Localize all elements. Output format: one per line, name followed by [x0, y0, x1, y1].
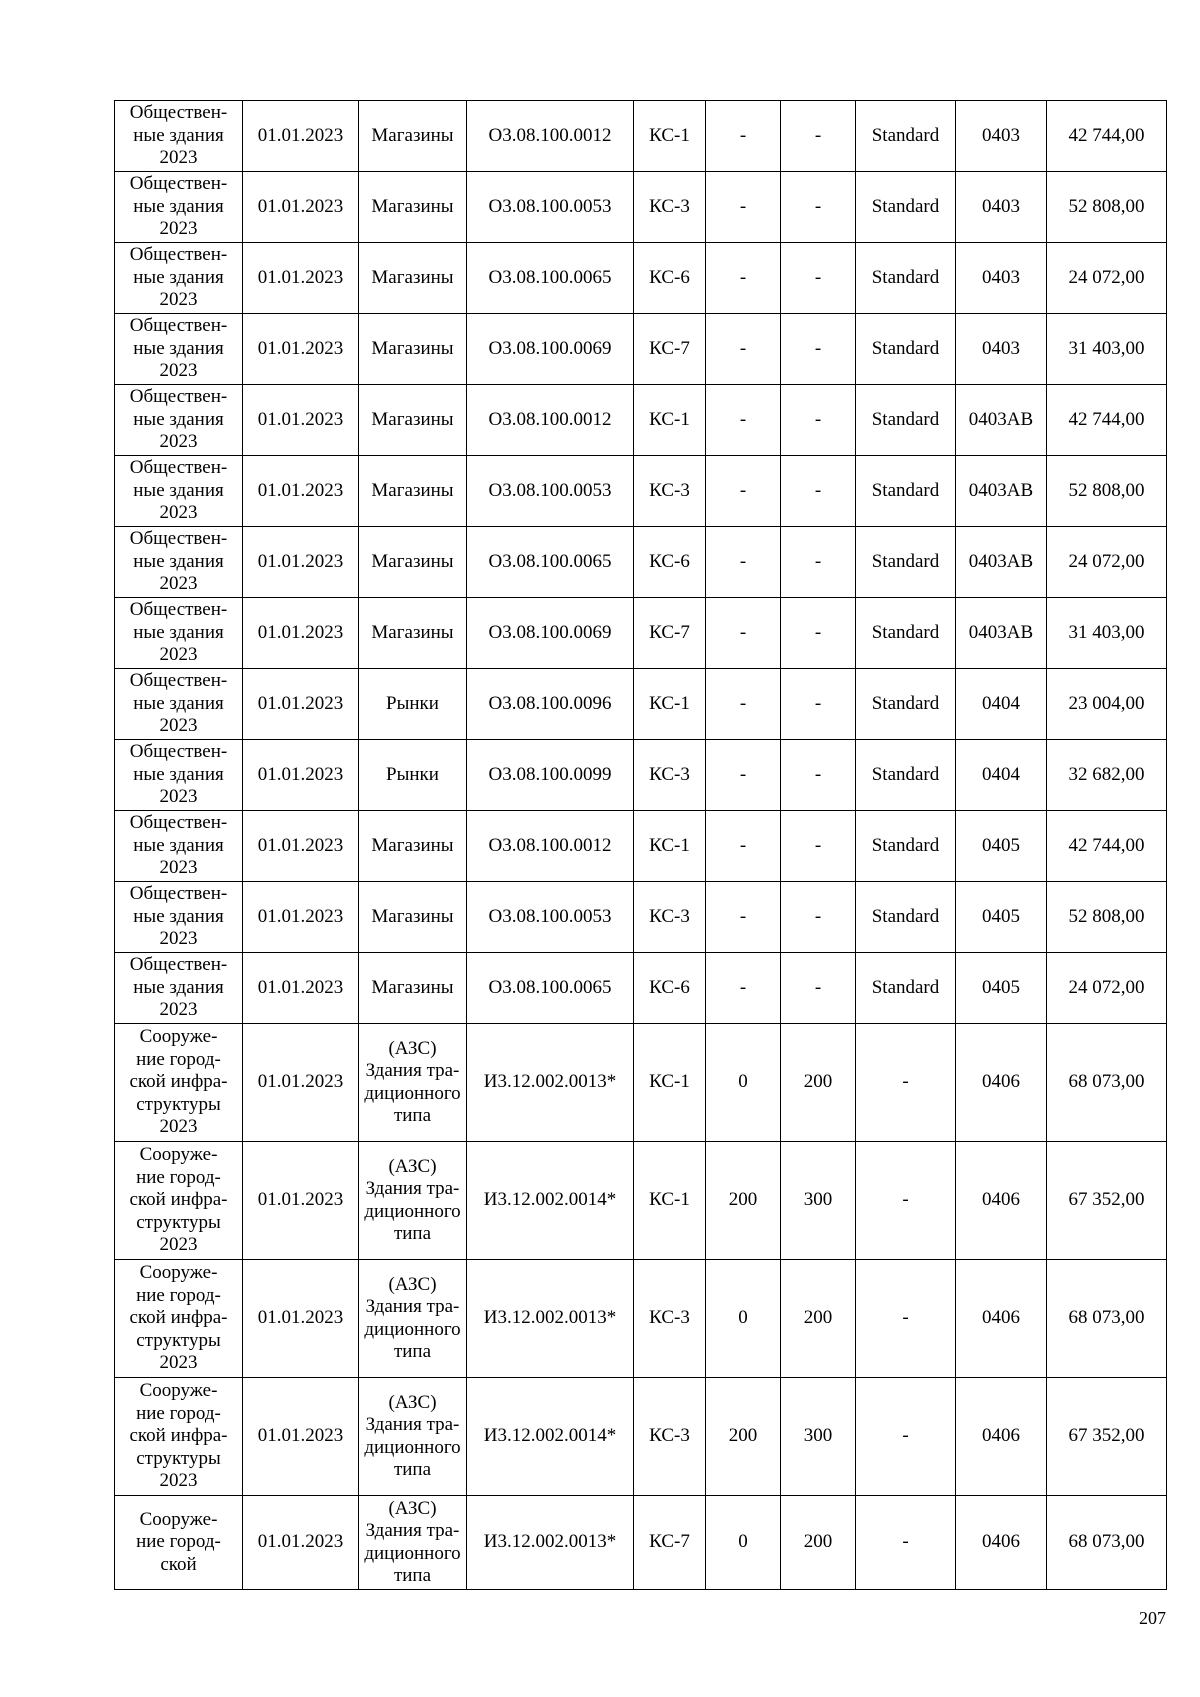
- range-from-cell: -: [706, 101, 781, 172]
- object-type-cell: Обществен- ные здания 2023: [115, 740, 243, 811]
- object-name-cell: (АЗС) Здания тра- диционного типа: [359, 1260, 467, 1378]
- ks-cell: КС-1: [634, 101, 706, 172]
- object-type-cell: Обществен- ные здания 2023: [115, 456, 243, 527]
- range-to-cell: -: [781, 740, 856, 811]
- ks-cell: КС-1: [634, 1142, 706, 1260]
- range-from-cell: -: [706, 456, 781, 527]
- code-cell: И3.12.002.0013*: [467, 1496, 634, 1590]
- region-code-cell: 0405: [956, 882, 1047, 953]
- code-cell: О3.08.100.0096: [467, 669, 634, 740]
- region-code-cell: 0406: [956, 1024, 1047, 1142]
- value-cell: 31 403,00: [1047, 598, 1167, 669]
- value-cell: 24 072,00: [1047, 953, 1167, 1024]
- table-row: [115, 243, 1167, 314]
- ks-cell: КС-7: [634, 314, 706, 385]
- range-to-cell: -: [781, 598, 856, 669]
- date-cell: 01.01.2023: [243, 1496, 359, 1590]
- range-from-cell: -: [706, 740, 781, 811]
- date-cell: 01.01.2023: [243, 243, 359, 314]
- table-row: [115, 527, 1167, 598]
- standard-cell: -: [856, 1496, 956, 1590]
- code-cell: О3.08.100.0053: [467, 172, 634, 243]
- object-name-cell: Магазины: [359, 172, 467, 243]
- code-cell: И3.12.002.0013*: [467, 1260, 634, 1378]
- standard-cell: -: [856, 1378, 956, 1496]
- value-cell: 68 073,00: [1047, 1260, 1167, 1378]
- object-name-cell: Магазины: [359, 953, 467, 1024]
- object-name-cell: (АЗС) Здания тра- диционного типа: [359, 1378, 467, 1496]
- object-name-cell: Магазины: [359, 882, 467, 953]
- ks-cell: КС-1: [634, 1024, 706, 1142]
- range-to-cell: 200: [781, 1260, 856, 1378]
- ks-cell: КС-3: [634, 1260, 706, 1378]
- region-code-cell: 0406: [956, 1496, 1047, 1590]
- table-row: [115, 1024, 1167, 1142]
- range-from-cell: 0: [706, 1496, 781, 1590]
- object-name-cell: Магазины: [359, 101, 467, 172]
- code-cell: О3.08.100.0012: [467, 101, 634, 172]
- table-row: [115, 172, 1167, 243]
- range-from-cell: -: [706, 172, 781, 243]
- value-cell: 42 744,00: [1047, 811, 1167, 882]
- object-name-cell: Рынки: [359, 669, 467, 740]
- table-row: [115, 811, 1167, 882]
- object-name-cell: Магазины: [359, 527, 467, 598]
- range-to-cell: -: [781, 456, 856, 527]
- region-code-cell: 0403: [956, 101, 1047, 172]
- range-from-cell: -: [706, 314, 781, 385]
- range-from-cell: -: [706, 953, 781, 1024]
- object-type-cell: Сооруже- ние город- ской инфра- структуры 2023: [115, 1378, 243, 1496]
- code-cell: О3.08.100.0065: [467, 953, 634, 1024]
- standard-cell: Standard: [856, 811, 956, 882]
- standard-cell: -: [856, 1142, 956, 1260]
- price-table: [114, 100, 1167, 1590]
- date-cell: 01.01.2023: [243, 1142, 359, 1260]
- standard-cell: Standard: [856, 314, 956, 385]
- range-from-cell: -: [706, 527, 781, 598]
- object-type-cell: Обществен- ные здания 2023: [115, 172, 243, 243]
- object-type-cell: Сооруже- ние город- ской инфра- структуры 2023: [115, 1260, 243, 1378]
- region-code-cell: 0406: [956, 1142, 1047, 1260]
- code-cell: О3.08.100.0099: [467, 740, 634, 811]
- object-type-cell: Сооруже- ние город- ской инфра- структуры 2023: [115, 1142, 243, 1260]
- object-type-cell: Обществен- ные здания 2023: [115, 527, 243, 598]
- date-cell: 01.01.2023: [243, 740, 359, 811]
- date-cell: 01.01.2023: [243, 172, 359, 243]
- standard-cell: Standard: [856, 527, 956, 598]
- value-cell: 52 808,00: [1047, 456, 1167, 527]
- code-cell: О3.08.100.0065: [467, 527, 634, 598]
- table-row: [115, 669, 1167, 740]
- date-cell: 01.01.2023: [243, 385, 359, 456]
- range-from-cell: -: [706, 882, 781, 953]
- range-to-cell: -: [781, 243, 856, 314]
- range-to-cell: 200: [781, 1024, 856, 1142]
- table-row: [115, 314, 1167, 385]
- region-code-cell: 0406: [956, 1260, 1047, 1378]
- object-name-cell: Магазины: [359, 314, 467, 385]
- ks-cell: КС-7: [634, 1496, 706, 1590]
- standard-cell: Standard: [856, 172, 956, 243]
- standard-cell: Standard: [856, 101, 956, 172]
- table-row: [115, 1260, 1167, 1378]
- region-code-cell: 0403АВ: [956, 456, 1047, 527]
- date-cell: 01.01.2023: [243, 953, 359, 1024]
- range-from-cell: -: [706, 385, 781, 456]
- region-code-cell: 0403: [956, 243, 1047, 314]
- object-name-cell: (АЗС) Здания тра- диционного типа: [359, 1024, 467, 1142]
- ks-cell: КС-1: [634, 811, 706, 882]
- code-cell: О3.08.100.0069: [467, 314, 634, 385]
- object-name-cell: Магазины: [359, 456, 467, 527]
- code-cell: О3.08.100.0053: [467, 882, 634, 953]
- value-cell: 32 682,00: [1047, 740, 1167, 811]
- ks-cell: КС-3: [634, 882, 706, 953]
- range-from-cell: 0: [706, 1260, 781, 1378]
- ks-cell: КС-1: [634, 385, 706, 456]
- code-cell: О3.08.100.0069: [467, 598, 634, 669]
- ks-cell: КС-3: [634, 1378, 706, 1496]
- standard-cell: Standard: [856, 669, 956, 740]
- region-code-cell: 0404: [956, 740, 1047, 811]
- region-code-cell: 0403: [956, 314, 1047, 385]
- object-name-cell: Магазины: [359, 243, 467, 314]
- range-to-cell: -: [781, 811, 856, 882]
- standard-cell: Standard: [856, 598, 956, 669]
- table-row: [115, 1378, 1167, 1496]
- range-to-cell: -: [781, 172, 856, 243]
- range-from-cell: -: [706, 811, 781, 882]
- region-code-cell: 0403АВ: [956, 385, 1047, 456]
- object-type-cell: Обществен- ные здания 2023: [115, 243, 243, 314]
- value-cell: 42 744,00: [1047, 101, 1167, 172]
- object-type-cell: Обществен- ные здания 2023: [115, 811, 243, 882]
- ks-cell: КС-1: [634, 669, 706, 740]
- range-to-cell: 300: [781, 1142, 856, 1260]
- range-from-cell: 200: [706, 1378, 781, 1496]
- table-row: [115, 953, 1167, 1024]
- date-cell: 01.01.2023: [243, 101, 359, 172]
- table-row: [115, 882, 1167, 953]
- value-cell: 52 808,00: [1047, 172, 1167, 243]
- table-row: [115, 598, 1167, 669]
- object-type-cell: Обществен- ные здания 2023: [115, 882, 243, 953]
- date-cell: 01.01.2023: [243, 669, 359, 740]
- range-from-cell: 0: [706, 1024, 781, 1142]
- page-number: 207: [1139, 1608, 1166, 1628]
- ks-cell: КС-3: [634, 740, 706, 811]
- ks-cell: КС-6: [634, 527, 706, 598]
- value-cell: 24 072,00: [1047, 527, 1167, 598]
- object-type-cell: Обществен- ные здания 2023: [115, 669, 243, 740]
- range-to-cell: -: [781, 101, 856, 172]
- object-type-cell: Обществен- ные здания 2023: [115, 953, 243, 1024]
- date-cell: 01.01.2023: [243, 1024, 359, 1142]
- standard-cell: Standard: [856, 243, 956, 314]
- range-from-cell: -: [706, 669, 781, 740]
- date-cell: 01.01.2023: [243, 811, 359, 882]
- code-cell: И3.12.002.0014*: [467, 1378, 634, 1496]
- ks-cell: КС-6: [634, 953, 706, 1024]
- table-row: [115, 101, 1167, 172]
- value-cell: 31 403,00: [1047, 314, 1167, 385]
- date-cell: 01.01.2023: [243, 1378, 359, 1496]
- table-body: [115, 101, 1167, 1590]
- region-code-cell: 0403АВ: [956, 527, 1047, 598]
- range-to-cell: -: [781, 953, 856, 1024]
- code-cell: О3.08.100.0012: [467, 811, 634, 882]
- range-from-cell: -: [706, 243, 781, 314]
- region-code-cell: 0406: [956, 1378, 1047, 1496]
- code-cell: О3.08.100.0012: [467, 385, 634, 456]
- region-code-cell: 0405: [956, 811, 1047, 882]
- date-cell: 01.01.2023: [243, 456, 359, 527]
- date-cell: 01.01.2023: [243, 527, 359, 598]
- range-to-cell: 200: [781, 1496, 856, 1590]
- code-cell: И3.12.002.0014*: [467, 1142, 634, 1260]
- standard-cell: -: [856, 1260, 956, 1378]
- date-cell: 01.01.2023: [243, 1260, 359, 1378]
- range-from-cell: -: [706, 598, 781, 669]
- code-cell: И3.12.002.0013*: [467, 1024, 634, 1142]
- range-to-cell: -: [781, 882, 856, 953]
- object-type-cell: Обществен- ные здания 2023: [115, 101, 243, 172]
- object-name-cell: (АЗС) Здания тра- диционного типа: [359, 1142, 467, 1260]
- object-type-cell: Обществен- ные здания 2023: [115, 598, 243, 669]
- range-to-cell: -: [781, 385, 856, 456]
- table-row: [115, 1142, 1167, 1260]
- object-name-cell: Магазины: [359, 598, 467, 669]
- range-to-cell: -: [781, 314, 856, 385]
- object-type-cell: Сооруже- ние город- ской инфра- структуры 2023: [115, 1024, 243, 1142]
- table-row: [115, 385, 1167, 456]
- code-cell: О3.08.100.0065: [467, 243, 634, 314]
- standard-cell: Standard: [856, 953, 956, 1024]
- table-row: [115, 456, 1167, 527]
- range-to-cell: -: [781, 669, 856, 740]
- date-cell: 01.01.2023: [243, 314, 359, 385]
- object-name-cell: Магазины: [359, 811, 467, 882]
- object-name-cell: Рынки: [359, 740, 467, 811]
- standard-cell: Standard: [856, 740, 956, 811]
- range-to-cell: 300: [781, 1378, 856, 1496]
- ks-cell: КС-3: [634, 456, 706, 527]
- value-cell: 24 072,00: [1047, 243, 1167, 314]
- object-type-cell: Сооруже- ние город- ской: [115, 1496, 243, 1590]
- region-code-cell: 0403АВ: [956, 598, 1047, 669]
- value-cell: 52 808,00: [1047, 882, 1167, 953]
- region-code-cell: 0405: [956, 953, 1047, 1024]
- standard-cell: Standard: [856, 882, 956, 953]
- value-cell: 42 744,00: [1047, 385, 1167, 456]
- value-cell: 68 073,00: [1047, 1024, 1167, 1142]
- value-cell: 23 004,00: [1047, 669, 1167, 740]
- standard-cell: Standard: [856, 385, 956, 456]
- standard-cell: -: [856, 1024, 956, 1142]
- region-code-cell: 0404: [956, 669, 1047, 740]
- table-row: [115, 1496, 1167, 1590]
- value-cell: 67 352,00: [1047, 1142, 1167, 1260]
- range-to-cell: -: [781, 527, 856, 598]
- standard-cell: Standard: [856, 456, 956, 527]
- value-cell: 67 352,00: [1047, 1378, 1167, 1496]
- object-name-cell: (АЗС) Здания тра- диционного типа: [359, 1496, 467, 1590]
- ks-cell: КС-6: [634, 243, 706, 314]
- range-from-cell: 200: [706, 1142, 781, 1260]
- ks-cell: КС-3: [634, 172, 706, 243]
- object-type-cell: Обществен- ные здания 2023: [115, 314, 243, 385]
- object-name-cell: Магазины: [359, 385, 467, 456]
- date-cell: 01.01.2023: [243, 882, 359, 953]
- object-type-cell: Обществен- ные здания 2023: [115, 385, 243, 456]
- date-cell: 01.01.2023: [243, 598, 359, 669]
- code-cell: О3.08.100.0053: [467, 456, 634, 527]
- value-cell: 68 073,00: [1047, 1496, 1167, 1590]
- table-row: [115, 740, 1167, 811]
- region-code-cell: 0403: [956, 172, 1047, 243]
- ks-cell: КС-7: [634, 598, 706, 669]
